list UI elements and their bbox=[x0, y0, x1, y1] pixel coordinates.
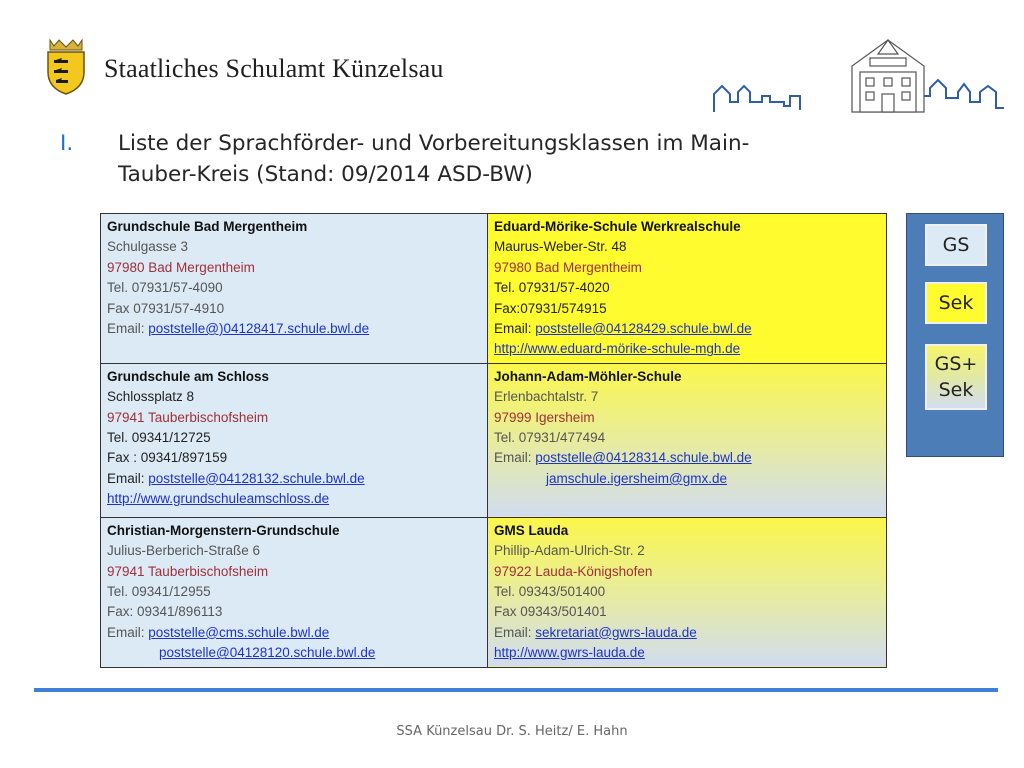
school-name: Eduard-Mörike-Schule Werkrealschule bbox=[494, 219, 741, 234]
school-city: 97999 Igersheim bbox=[494, 409, 595, 425]
school-cell bbox=[101, 517, 488, 667]
schools-table bbox=[100, 213, 887, 668]
school-city: 97980 Bad Mergentheim bbox=[107, 259, 255, 275]
school-city: 97941 Tauberbischofsheim bbox=[107, 563, 269, 579]
school-email-line bbox=[494, 319, 880, 339]
school-city: 97922 Lauda-Königshofen bbox=[494, 563, 653, 579]
heading-number: I. bbox=[60, 131, 74, 156]
email-label: Email: bbox=[107, 470, 149, 486]
school-phone: Tel. 09343/501400 bbox=[494, 584, 606, 600]
school-type-legend bbox=[906, 213, 1004, 457]
school-web-line bbox=[107, 489, 481, 509]
school-phone: Tel. 07931/477494 bbox=[494, 430, 606, 446]
school-street: Phillip-Adam-Ulrich-Str. 2 bbox=[494, 543, 645, 559]
school-cell bbox=[101, 363, 488, 517]
school-cell bbox=[101, 214, 488, 364]
school-cell bbox=[488, 517, 887, 667]
school-email-line bbox=[494, 448, 880, 468]
school-web-line bbox=[494, 643, 880, 663]
legend-item-gs-sek-line2: Sek bbox=[938, 379, 974, 401]
legend-item-gs: GS bbox=[925, 224, 987, 266]
school-street: Maurus-Weber-Str. 48 bbox=[494, 239, 627, 255]
email-link[interactable]: poststelle@04128429.schule.bwl.de bbox=[535, 321, 752, 337]
school-fax: Fax 07931/57-4910 bbox=[107, 300, 225, 316]
table-row bbox=[101, 214, 887, 364]
organization-title: Staatliches Schulamt Künzelsau bbox=[104, 54, 444, 83]
school-fax: Fax : 09341/897159 bbox=[107, 450, 228, 466]
school-name: Grundschule am Schloss bbox=[107, 368, 270, 384]
legend-item-sek: Sek bbox=[925, 282, 987, 324]
school-cell bbox=[488, 363, 887, 517]
school-street: Schulgasse 3 bbox=[107, 239, 189, 255]
email-label: Email: bbox=[107, 321, 149, 337]
coat-of-arms-logo bbox=[44, 38, 88, 96]
footer-credit: SSA Künzelsau Dr. S. Heitz/ E. Hahn bbox=[396, 724, 628, 739]
email-link[interactable]: poststelle@cms.schule.bwl.de bbox=[148, 624, 330, 640]
email-link-secondary[interactable]: poststelle@04128120.schule.bwl.de bbox=[159, 645, 376, 661]
legend-item-gs-sek bbox=[925, 344, 987, 410]
school-email-line bbox=[494, 623, 880, 643]
email-label: Email: bbox=[107, 624, 149, 640]
school-email-line bbox=[107, 469, 481, 489]
school-city: 97980 Bad Mergentheim bbox=[494, 259, 642, 275]
school-name: Christian-Morgenstern-Grundschule bbox=[107, 522, 340, 538]
heading-text: Liste der Sprachförder- und Vorbereitungsklassen im Main-Tauber-Kreis (Stand: 09/2014 ASD-BW) bbox=[118, 131, 750, 187]
email-label: Email: bbox=[494, 450, 536, 466]
school-phone: Tel. 09341/12955 bbox=[107, 584, 211, 600]
email-link[interactable]: poststelle@04128132.schule.bwl.de bbox=[148, 470, 365, 486]
email-link[interactable]: poststelle@)04128417.schule.bwl.de bbox=[148, 321, 370, 337]
school-fax: Fax:07931/574915 bbox=[494, 300, 607, 316]
school-email-line bbox=[107, 319, 481, 339]
email-link[interactable]: sekretariat@gwrs-lauda.de bbox=[535, 624, 697, 640]
school-name: GMS Lauda bbox=[494, 522, 569, 538]
school-email-line-2 bbox=[494, 469, 880, 489]
email-link[interactable]: poststelle@04128314.schule.bwl.de bbox=[535, 450, 752, 466]
school-fax: Fax 09343/501401 bbox=[494, 604, 607, 620]
school-fax: Fax: 09341/896113 bbox=[107, 604, 223, 620]
school-cell bbox=[488, 214, 887, 364]
school-email-line-2 bbox=[107, 643, 481, 663]
website-link[interactable]: http://www.gwrs-lauda.de bbox=[494, 645, 645, 661]
website-link[interactable]: http://www.grundschuleamschloss.de bbox=[107, 491, 330, 507]
school-city: 97941 Tauberbischofsheim bbox=[107, 409, 269, 425]
school-street: Julius-Berberich-Straße 6 bbox=[107, 543, 261, 559]
table-row bbox=[101, 517, 887, 667]
email-label: Email: bbox=[494, 624, 536, 640]
school-web-line bbox=[494, 339, 880, 359]
school-phone: Tel. 07931/57-4020 bbox=[494, 280, 610, 296]
school-phone: Tel. 09341/12725 bbox=[107, 430, 211, 446]
town-skyline-illustration bbox=[710, 36, 1010, 116]
legend-item-gs-sek-line1: GS+ bbox=[934, 353, 978, 375]
website-link[interactable]: http://www.eduard-mörike-schule-mgh.de bbox=[494, 341, 741, 357]
school-email-line bbox=[107, 623, 481, 643]
email-label: Email: bbox=[494, 321, 536, 337]
school-street: Schlossplatz 8 bbox=[107, 389, 195, 405]
email-link-secondary[interactable]: jamschule.igersheim@gmx.de bbox=[546, 470, 728, 486]
footer-divider bbox=[34, 688, 998, 692]
school-street: Erlenbachtalstr. 7 bbox=[494, 389, 599, 405]
school-name: Johann-Adam-Möhler-Schule bbox=[494, 368, 682, 384]
school-phone: Tel. 07931/57-4090 bbox=[107, 280, 223, 296]
school-name: Grundschule Bad Mergentheim bbox=[107, 219, 308, 234]
table-row bbox=[101, 363, 887, 517]
